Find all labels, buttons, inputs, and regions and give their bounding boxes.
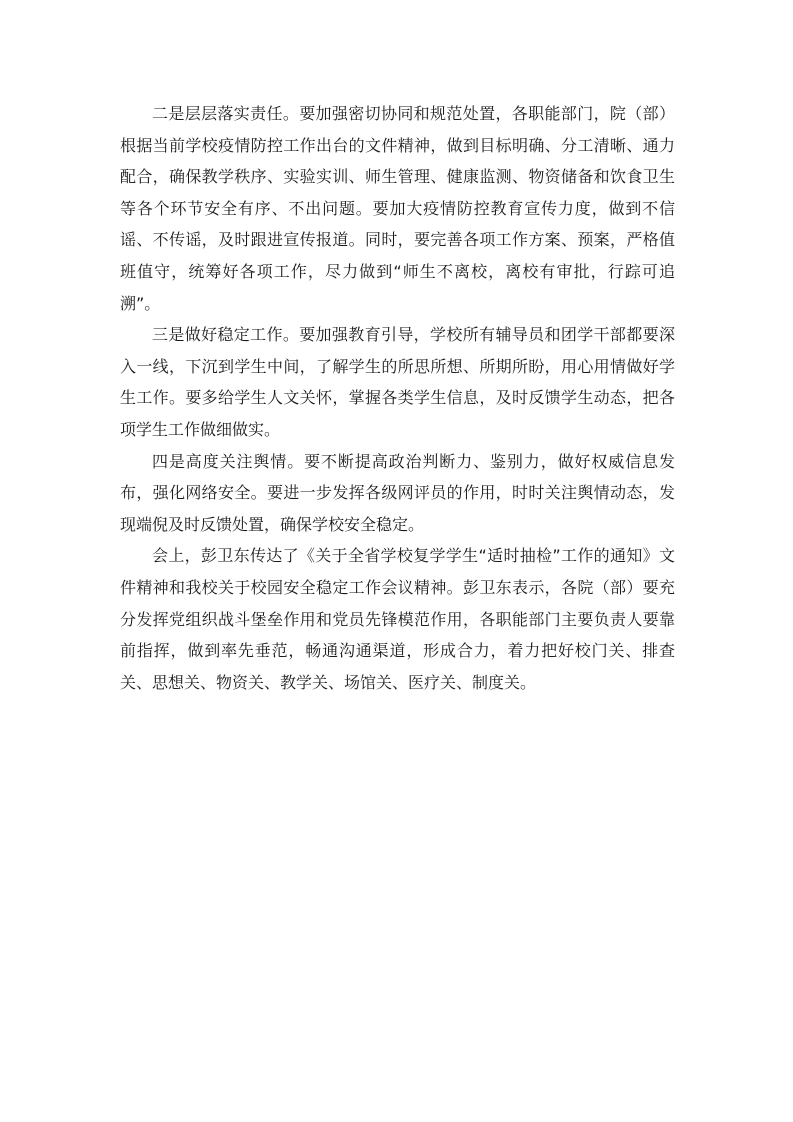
paragraph-public-opinion: 四是高度关注舆情。要不断提高政治判断力、鉴别力，做好权威信息发布，强化网络安全。要进一步发挥各级网评员的作用，时时关注舆情动态，发现端倪及时反馈处置，确保学校安全稳定。 <box>120 451 675 534</box>
document-body <box>120 98 675 698</box>
paragraph-responsibility: 二是层层落实责任。要加强密切协同和规范处置，各职能部门，院（部）根据当前学校疫情防控工作出台的文件精神，做到目标明确、分工清晰、通力配合，确保教学秩序、实验实训、师生管理、健康监测、物资储备和饮食卫生等各个环节安全有序、不出问题。要加大疫情防控教育宣传力度，做到不信谣、不传谣，及时跟进宣传报道。同时，要完善各项工作方案、预案，严格值班值守，统筹好各项工作，尽力做到“师生不离校，离校有审批，行踪可追溯”。 <box>120 104 675 313</box>
paragraph-meeting: 会上，彭卫东传达了《关于全省学校复学学生“适时抽检”工作的通知》文件精神和我校关于校园安全稳定工作会议精神。彭卫东表示，各院（部）要充分发挥党组织战斗堡垒作用和党员先锋模范作用，各职能部门主要负责人要靠前指挥，做到率先垂范，畅通沟通渠道，形成合力，着力把好校门关、排查关、思想关、物资关、教学关、场馆关、医疗关、制度关。 <box>120 546 675 692</box>
paragraph-stability: 三是做好稳定工作。要加强教育引导，学校所有辅导员和团学干部都要深入一线，下沉到学生中间，了解学生的所思所想、所期所盼，用心用情做好学生工作。要多给学生人文关怀，掌握各类学生信息，及时反馈学生动态，把各项学生工作做细做实。 <box>120 325 675 439</box>
